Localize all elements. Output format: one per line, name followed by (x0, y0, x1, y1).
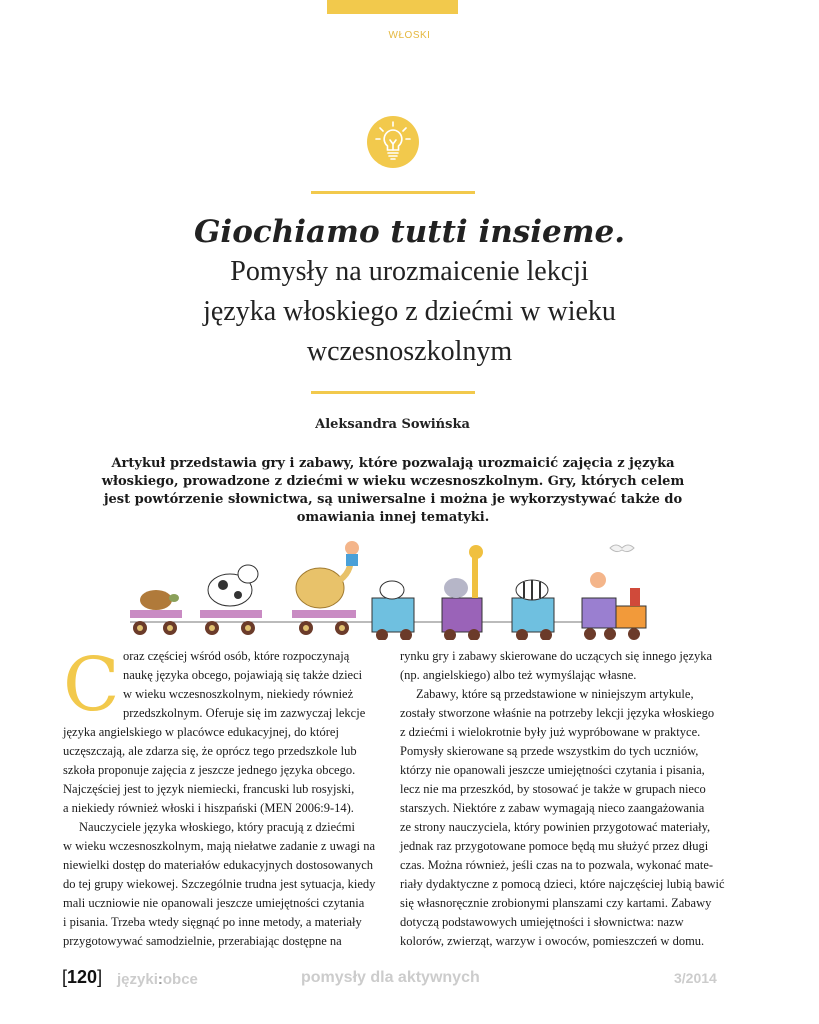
subtitle-line: Pomysły na urozmaicenie lekcji (230, 256, 589, 287)
abstract-line: jest powtórzenie słownictwa, są uniwersalne i można je wykorzystywać także do (103, 492, 683, 507)
text-line: dotyczą podstawowych umiejętności i słownictwa: nazw (400, 915, 684, 929)
magazine-name-a: języki (117, 971, 158, 988)
abstract-line: omawiania innej tematyki. (296, 510, 490, 525)
section-label: WŁOSKI (388, 30, 431, 41)
toy-train-illustration (120, 540, 660, 640)
author-name: Aleksandra Sowińska (315, 417, 470, 432)
text-line: Pomysły skierowane są przede wszystkim do tych uczniów, (400, 744, 699, 758)
subtitle-line: języka włoskiego z dziećmi w wieku (203, 296, 616, 327)
text-line: Najczęściej jest to język niemiecki, francuski lub rosyjski, (63, 782, 355, 796)
top-accent-bar (327, 0, 458, 14)
magazine-colon: : (157, 971, 163, 988)
text-line: uczęszczają, ale zdarza się, że oprócz tego przedszkole lub (63, 744, 357, 758)
lightbulb-icon (367, 116, 419, 168)
text-line: jednak raz przygotowane pomoce będą mu służyć przez długi (400, 839, 709, 853)
article-column-right (400, 647, 725, 951)
text-line: przedszkolnym. Oferuje się im zazwyczaj lekcje (123, 706, 366, 720)
text-line: Zabawy, które są przedstawione w niniejszym artykule, (416, 687, 694, 701)
abstract-line: włoskiego, prowadzone z dziećmi w wieku wczesnoszkolnym. Gry, których celem (101, 474, 685, 489)
page-number-value: 120 (67, 967, 98, 987)
bracket-open: [ (62, 967, 68, 987)
divider-top (311, 191, 475, 194)
subtitle-line: wczesnoszkolnym (306, 336, 513, 367)
magazine-name-b: obce (162, 971, 198, 988)
abstract-line: Artykuł przedstawia gry i zabawy, które pozwalają urozmaicić zajęcia z języka (111, 456, 675, 471)
text-line: kolorów, zwierząt, warzyw i owoców, pomieszczeń w domu. (400, 934, 705, 948)
text-line: starszych. Niektóre z zabaw wymagają nieco zaangażowania (400, 801, 705, 815)
text-line: się własnoręcznie zrobionymi planszami czy kartami. Zabawy (400, 896, 712, 910)
text-line: szkoła proponuje zajęcia z jeszcze jednego języka obcego. (63, 763, 356, 777)
subtitle (80, 252, 739, 372)
drop-cap: C (63, 642, 120, 728)
text-line: zostały stworzone właśnie na potrzeby lekcji języka włoskiego (400, 706, 715, 720)
text-line: czas. Można również, jeśli czas na to pozwala, wykonać mate- (400, 858, 714, 872)
text-line: przygotowywać samodzielnie, przerabiając dostępne na (63, 934, 342, 948)
text-line: lecz nie ma przeszkód, by stosować je także w grupach nieco (400, 782, 706, 796)
divider-bottom (311, 391, 475, 394)
article-title (80, 212, 739, 372)
text-line: oraz częściej wśród osób, które rozpoczynają (123, 649, 350, 663)
issue-number: 3/2014 (674, 970, 717, 986)
text-line: niewielki dostęp do materiałów edukacyjnych dostosowanych (63, 858, 373, 872)
text-line: którzy nie opanowali jeszcze umiejętności czytania i pisania, (400, 763, 705, 777)
title-italic: Giochiamo tutti insieme. (193, 214, 626, 250)
series-name: pomysły dla aktywnych (301, 969, 480, 986)
abstract (98, 455, 688, 527)
text-line: (np. angielskiego) albo też wymyślając własne. (400, 668, 637, 682)
text-line: języka angielskiego w placówce edukacyjnej, do której (63, 725, 339, 739)
bracket-close: ] (97, 967, 103, 987)
text-line: Nauczyciele języka włoskiego, który pracują z dziećmi (79, 820, 355, 834)
text-line: a niekiedy również włoski i hiszpański (MEN 2006:9-14). (63, 801, 354, 815)
text-line: riały dydaktyczne z pomocą dzieci, które najczęściej lubią bawić (400, 877, 725, 891)
text-line: mali uczniowie nie opanowali jeszcze umiejętności czytania (63, 896, 365, 910)
text-line: ze strony nauczyciela, który powinien przygotować materiały, (400, 820, 711, 834)
magazine-name (117, 971, 198, 988)
text-line: z dziećmi i wielokrotnie były już wypróbowane w praktyce. (400, 725, 701, 739)
article-column-left (63, 642, 385, 951)
text-line: w wieku wczesnoszkolnym, mają niełatwe zadanie z uwagi na (63, 839, 376, 853)
page-number (62, 967, 102, 988)
text-line: naukę języka obcego, pojawiają się także dzieci (123, 668, 363, 682)
page-footer (62, 967, 722, 993)
text-line: rynku gry i zabawy skierowane do uczących się innego języka (400, 649, 713, 663)
text-line: w wieku wczesnoszkolnym, niekiedy również (123, 687, 354, 701)
text-line: i pisania. Trzeba wtedy sięgnąć po inne metody, a materiały (63, 915, 362, 929)
text-line: do tej grupy wiekowej. Szczególnie trudna jest sytuacja, kiedy (63, 877, 376, 891)
